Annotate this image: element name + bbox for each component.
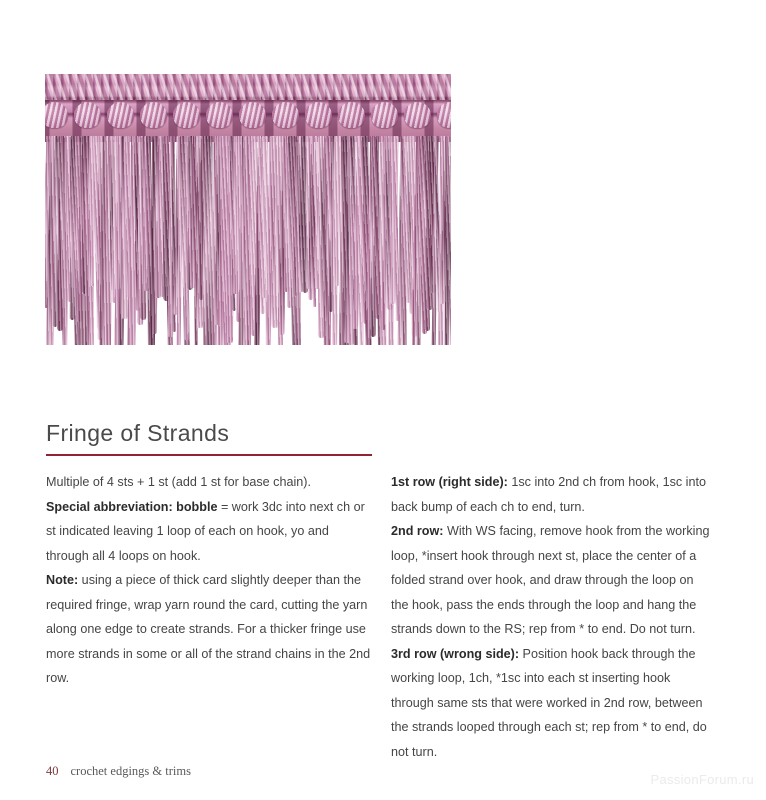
instruction-paragraph	[391, 519, 713, 642]
bobble-stitch	[371, 102, 398, 128]
paragraph-body: = work 3dc into next ch or st indicated leaving 1 loop of each on hook, yo and through all 4 loops on hook.	[46, 499, 365, 563]
paragraph-lead: Special abbreviation: bobble	[46, 499, 218, 514]
title-block	[46, 418, 372, 456]
instruction-paragraph	[46, 495, 372, 569]
instruction-paragraph	[391, 470, 713, 519]
bobble-stitch	[45, 102, 68, 128]
paragraph-lead: 2nd row:	[391, 524, 444, 538]
paragraph-lead: 3rd row (wrong side):	[391, 646, 520, 661]
bobble-stitch	[239, 102, 266, 128]
sample-photo	[45, 74, 451, 379]
bobble-row	[45, 102, 451, 130]
instructions-column-left	[46, 470, 372, 691]
bobble-stitch	[338, 102, 365, 128]
paragraph-body: Multiple of 4 sts + 1 st (add 1 st for base chain).	[46, 475, 311, 489]
paragraph-body: Position hook back through the working loop, 1ch, *1sc into each st inserting hook through same sts that were worked in 2nd row, between the strands looped through each st; rep from * to end, do not turn.	[391, 646, 707, 759]
paragraph-lead: Note:	[46, 573, 79, 587]
photo-bottom-mask	[45, 345, 451, 379]
watermark: PassionForum.ru	[650, 772, 754, 787]
page-title: Fringe of Strands	[46, 420, 230, 446]
instruction-paragraph	[391, 642, 713, 765]
bobble-stitch	[437, 102, 451, 128]
paragraph-body: 1sc into 2nd ch from hook, 1sc into back bump of each ch to end, turn.	[391, 475, 706, 514]
bobble-stitch	[206, 102, 233, 128]
page-footer	[46, 764, 191, 779]
bobble-stitch	[107, 102, 134, 128]
instruction-paragraph	[46, 568, 372, 691]
bobble-stitch	[140, 102, 167, 128]
book-title: crochet edgings & trims	[70, 764, 191, 778]
bobble-stitch	[272, 102, 299, 128]
bobble-stitch	[74, 102, 101, 128]
paragraph-body: using a piece of thick card slightly deeper than the required fringe, wrap yarn round the card, cutting the yarn along one edge to create strands. For a thicker fringe use more strands in some or all of the strand chains in the 2nd row.	[46, 573, 371, 685]
instructions-column-right	[391, 470, 713, 764]
paragraph-lead: 1st row (right side):	[391, 475, 508, 489]
bobble-stitch	[305, 102, 332, 128]
instruction-paragraph	[46, 470, 372, 495]
fringe-strands	[45, 136, 451, 379]
folio-number: 40	[46, 764, 59, 778]
bobble-stitch	[404, 102, 431, 128]
bobble-stitch	[173, 102, 200, 128]
title-rule	[46, 454, 372, 456]
paragraph-body: With WS facing, remove hook from the working loop, *insert hook through next st, place the center of a folded strand over hook, and draw through the loop on the hook, pass the ends through the loop and hang the strands down to the RS; rep from * to end. Do not turn.	[391, 524, 710, 636]
